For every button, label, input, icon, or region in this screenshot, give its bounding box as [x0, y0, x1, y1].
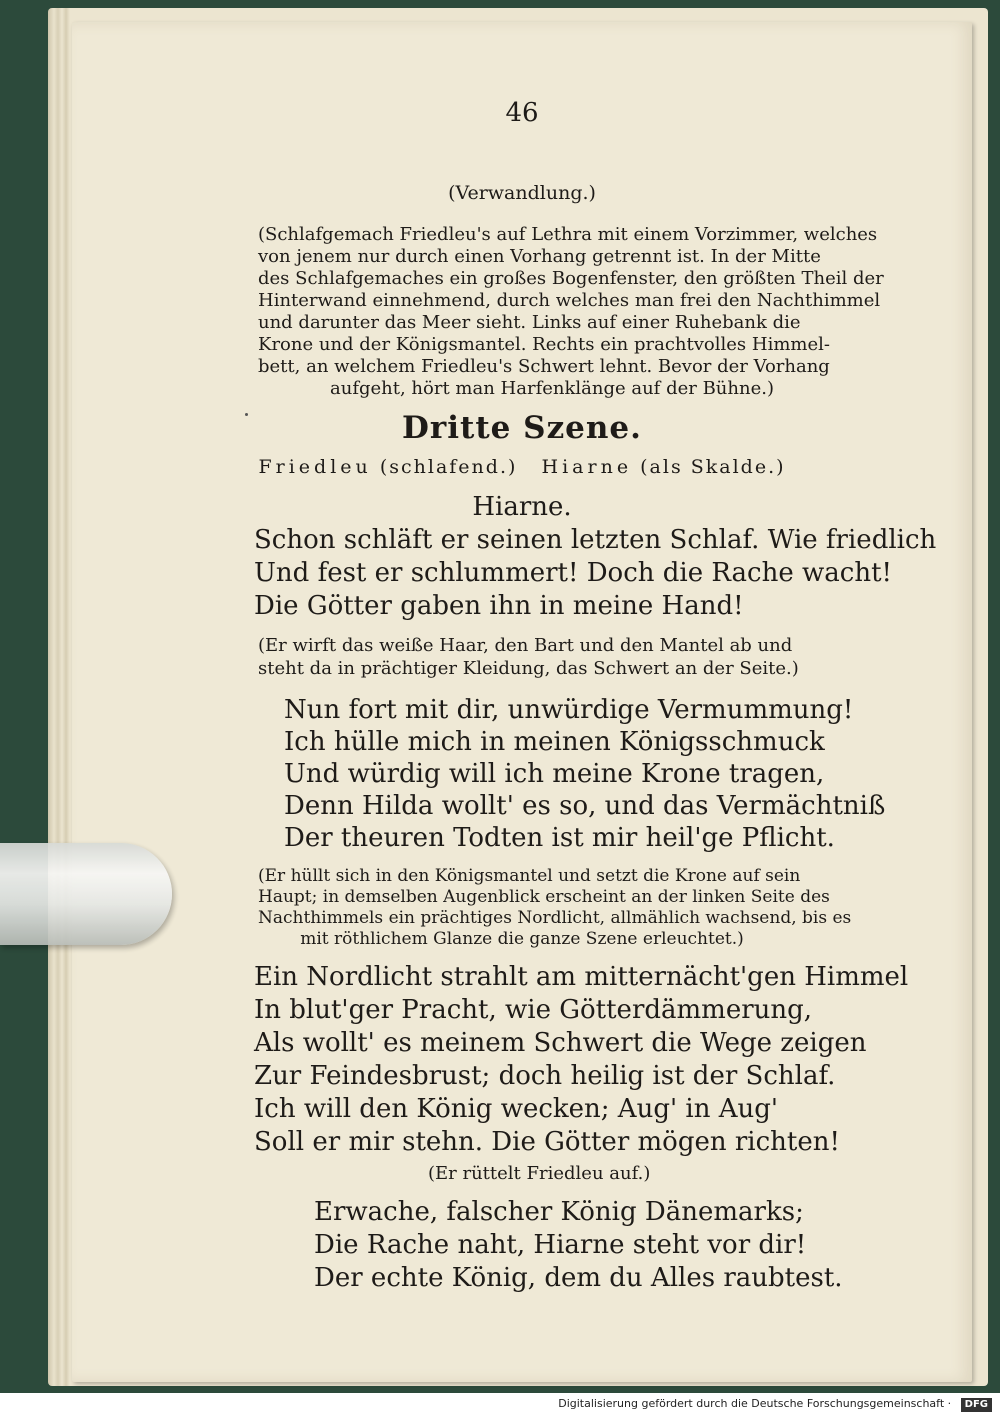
- verse-line: Ich hülle mich in meinen Königsschmuck: [284, 727, 825, 757]
- verse-line: Erwache, falscher König Dänemarks;: [314, 1197, 804, 1227]
- verse-line: Als wollt' es meinem Schwert die Wege zeigen: [254, 1028, 867, 1058]
- verse-line: Die Götter gaben ihn in meine Hand!: [254, 591, 744, 621]
- setting-line-6: Krone und der Königsmantel. Rechts ein prachtvolles Himmel-: [258, 334, 830, 355]
- ink-speck: [245, 413, 248, 416]
- verse-line: Der echte König, dem du Alles raubtest.: [314, 1263, 843, 1293]
- verse-line: Nun fort mit dir, unwürdige Vermummung!: [284, 695, 854, 725]
- page-number: 46: [505, 98, 539, 128]
- stage-direction-line: (Er rüttelt Friedleu auf.): [428, 1163, 651, 1184]
- setting-line-8: aufgeht, hört man Harfenklänge auf der Bühne.): [330, 378, 774, 399]
- setting-line-1: (Schlafgemach Friedleu's auf Lethra mit einem Vorzimmer, welches: [258, 224, 878, 245]
- setting-line-3: des Schlafgemaches ein großes Bogenfenster, den größten Theil der: [258, 268, 884, 289]
- setting-line-7: bett, an welchem Friedleu's Schwert lehnt. Bevor der Vorhang: [258, 356, 830, 377]
- character-name-hiarne: Hiarne: [541, 456, 633, 478]
- scene-heading: Dritte Szene.: [402, 410, 642, 446]
- book-page: [72, 22, 972, 1382]
- stage-direction-line: Haupt; in demselben Augenblick erscheint an der linken Seite des: [258, 887, 830, 907]
- verse-line: Ein Nordlicht strahlt am mitternächt'gen Himmel: [254, 962, 909, 992]
- stage-direction-transition: (Verwandlung.): [448, 182, 596, 204]
- verse-line: Der theuren Todten ist mir heil'ge Pflicht.: [284, 823, 835, 853]
- dfg-logo: DFG: [961, 1398, 992, 1412]
- footer-text: Digitalisierung gefördert durch die Deutsche Forschungsgemeinschaft ·: [558, 1397, 952, 1410]
- verse-line: Denn Hilda wollt' es so, und das Vermächtniß: [284, 791, 886, 821]
- stage-direction-line: (Er hüllt sich in den Königsmantel und setzt die Krone auf sein: [258, 866, 801, 886]
- setting-line-5: und darunter das Meer sieht. Links auf einer Ruhebank die: [258, 312, 801, 333]
- setting-line-4: Hinterwand einnehmend, durch welches man frei den Nachthimmel: [258, 290, 881, 311]
- digitization-footer: [0, 1393, 1000, 1415]
- stage-direction-line: (Er wirft das weiße Haar, den Bart und den Mantel ab und: [258, 635, 793, 656]
- verse-line: Und würdig will ich meine Krone tragen,: [284, 759, 825, 789]
- verse-line: Die Rache naht, Hiarne steht vor dir!: [314, 1230, 807, 1260]
- verse-line: Zur Feindesbrust; doch heilig ist der Schlaf.: [254, 1061, 836, 1091]
- stage-direction-line: Nachthimmels ein prächtiges Nordlicht, allmählich wachsend, bis es: [258, 908, 852, 928]
- stage-direction-line: mit röthlichem Glanze die ganze Szene erleuchtet.): [300, 929, 744, 949]
- character-state-hiarne: (als Skalde.): [640, 456, 786, 478]
- character-list: [72, 456, 972, 478]
- character-state-friedleu: (schlafend.): [379, 456, 518, 478]
- verse-line: Soll er mir stehn. Die Götter mögen richten!: [254, 1127, 840, 1157]
- scanner-finger-clamp: [0, 843, 172, 945]
- verse-line: Ich will den König wecken; Aug' in Aug': [254, 1094, 779, 1124]
- verse-line: Schon schläft er seinen letzten Schlaf. Wie friedlich: [254, 525, 937, 555]
- setting-line-2: von jenem nur durch einen Vorhang getrennt ist. In der Mitte: [258, 246, 821, 267]
- verse-line: In blut'ger Pracht, wie Götterdämmerung,: [254, 995, 813, 1025]
- verse-line: Und fest er schlummert! Doch die Rache wacht!: [254, 558, 892, 588]
- speaker-name: Hiarne.: [472, 492, 572, 522]
- stage-direction-line: steht da in prächtiger Kleidung, das Schwert an der Seite.): [258, 658, 799, 679]
- character-name-friedleu: Friedleu: [258, 456, 372, 478]
